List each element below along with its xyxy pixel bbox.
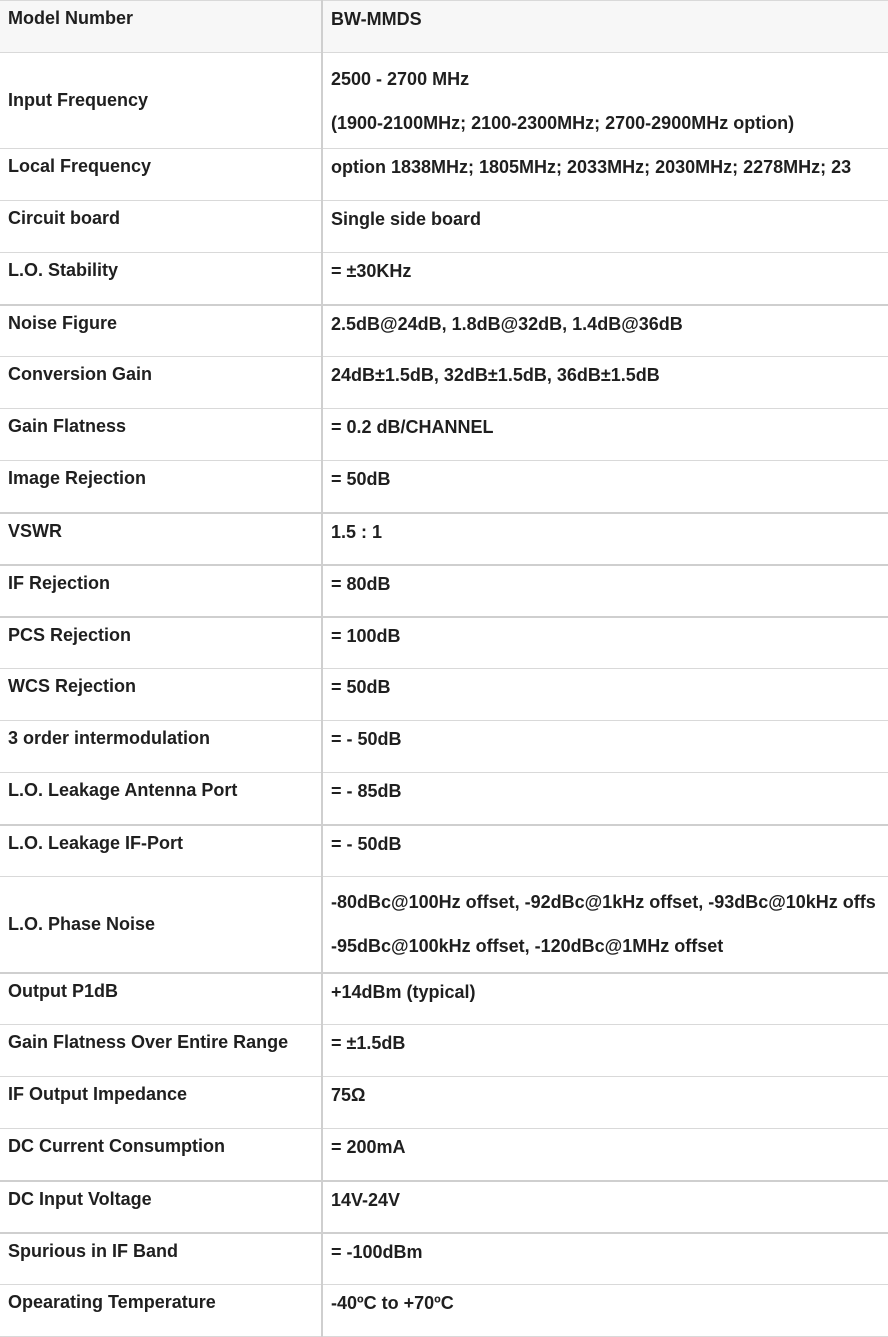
spec-value: [322, 149, 888, 201]
spec-value-line: -80dBc@100Hz offset, -92dBc@1kHz offset, -93dBc@10kHz offs: [331, 892, 876, 913]
spec-label: Local Frequency: [0, 149, 322, 201]
spec-value-line: = ±30KHz: [331, 261, 412, 281]
spec-label: L.O. Leakage IF-Port: [0, 825, 322, 877]
table-row: [0, 973, 888, 1025]
spec-label: VSWR: [0, 513, 322, 565]
spec-value-line: = 0.2 dB/CHANNEL: [331, 417, 494, 437]
spec-label: IF Rejection: [0, 565, 322, 617]
spec-label: Input Frequency: [0, 53, 322, 149]
spec-value-line: = 50dB: [331, 469, 391, 489]
spec-label: Spurious in IF Band: [0, 1233, 322, 1285]
spec-label: Opearating Temperature: [0, 1285, 322, 1337]
table-row: [0, 513, 888, 565]
spec-label: L.O. Phase Noise: [0, 877, 322, 973]
table-row: [0, 409, 888, 461]
spec-value: [322, 565, 888, 617]
table-row: [0, 1025, 888, 1077]
table-row: [0, 149, 888, 201]
table-row: [0, 201, 888, 253]
table-row: [0, 357, 888, 409]
table-row: [0, 1, 888, 53]
table-row: [0, 1181, 888, 1233]
spec-label: DC Input Voltage: [0, 1181, 322, 1233]
spec-value-line: 24dB±1.5dB, 32dB±1.5dB, 36dB±1.5dB: [331, 365, 660, 385]
spec-value-line: = 50dB: [331, 677, 391, 697]
table-row: [0, 1285, 888, 1337]
spec-value-line: -95dBc@100kHz offset, -120dBc@1MHz offset: [331, 936, 724, 957]
spec-value-line: = 200mA: [331, 1137, 406, 1157]
spec-value: [322, 617, 888, 669]
spec-value-line: 2.5dB@24dB, 1.8dB@32dB, 1.4dB@36dB: [331, 313, 683, 334]
spec-label: Image Rejection: [0, 461, 322, 513]
spec-value-line: = ±1.5dB: [331, 1033, 406, 1053]
spec-value: [322, 409, 888, 461]
table-row: [0, 565, 888, 617]
spec-value-line: 1.5 : 1: [331, 521, 383, 542]
table-row: [0, 669, 888, 721]
table-row: [0, 877, 888, 973]
spec-value-line: Single side board: [331, 209, 482, 229]
spec-label: IF Output Impedance: [0, 1077, 322, 1129]
spec-value: [322, 253, 888, 305]
spec-label: WCS Rejection: [0, 669, 322, 721]
spec-label: PCS Rejection: [0, 617, 322, 669]
spec-value: [322, 877, 888, 973]
spec-value: [322, 53, 888, 149]
spec-value: [322, 773, 888, 825]
spec-label: L.O. Stability: [0, 253, 322, 305]
spec-label: 3 order intermodulation: [0, 721, 322, 773]
spec-value-line: option 1838MHz; 1805MHz; 2033MHz; 2030MHz; 2278MHz; 23: [331, 157, 852, 177]
spec-label: Gain Flatness Over Entire Range: [0, 1025, 322, 1077]
spec-value-line: = - 50dB: [331, 729, 402, 749]
spec-label: DC Current Consumption: [0, 1129, 322, 1181]
spec-value: [322, 669, 888, 721]
spec-value-line: BW-MMDS: [331, 9, 422, 29]
table-row: [0, 1077, 888, 1129]
spec-label: Model Number: [0, 1, 322, 53]
spec-value: [322, 1129, 888, 1181]
spec-table-body: [0, 1, 888, 1337]
table-row: [0, 1233, 888, 1285]
table-row: [0, 773, 888, 825]
spec-label: Gain Flatness: [0, 409, 322, 461]
spec-value: [322, 1025, 888, 1077]
spec-value: [322, 973, 888, 1025]
table-row: [0, 1129, 888, 1181]
spec-value: [322, 1077, 888, 1129]
spec-value: [322, 721, 888, 773]
spec-value-line: 75Ω: [331, 1085, 366, 1105]
table-row: [0, 253, 888, 305]
spec-label: Circuit board: [0, 201, 322, 253]
spec-value: [322, 1181, 888, 1233]
spec-label: Noise Figure: [0, 305, 322, 357]
spec-value: [322, 825, 888, 877]
spec-value-line: = - 50dB: [331, 833, 402, 854]
spec-value: [322, 305, 888, 357]
spec-value-line: = -100dBm: [331, 1241, 423, 1262]
spec-value-line: = 80dB: [331, 573, 391, 594]
spec-value-line: (1900-2100MHz; 2100-2300MHz; 2700-2900MHz option): [331, 112, 795, 133]
spec-value: [322, 1, 888, 53]
spec-value-line: -40ºC to +70ºC: [331, 1293, 454, 1313]
table-row: [0, 305, 888, 357]
spec-value-line: 14V-24V: [331, 1189, 401, 1210]
spec-value: [322, 357, 888, 409]
table-row: [0, 53, 888, 149]
spec-value: [322, 201, 888, 253]
table-row: [0, 461, 888, 513]
spec-value-line: = 100dB: [331, 625, 401, 646]
spec-value: [322, 1285, 888, 1337]
spec-label: Conversion Gain: [0, 357, 322, 409]
table-row: [0, 825, 888, 877]
spec-value: [322, 1233, 888, 1285]
spec-value: [322, 513, 888, 565]
spec-value-line: +14dBm (typical): [331, 981, 476, 1002]
table-row: [0, 721, 888, 773]
spec-label: Output P1dB: [0, 973, 322, 1025]
table-row: [0, 617, 888, 669]
spec-value-line: 2500 - 2700 MHz: [331, 68, 470, 89]
spec-value: [322, 461, 888, 513]
spec-value-line: = - 85dB: [331, 781, 402, 801]
spec-label: L.O. Leakage Antenna Port: [0, 773, 322, 825]
